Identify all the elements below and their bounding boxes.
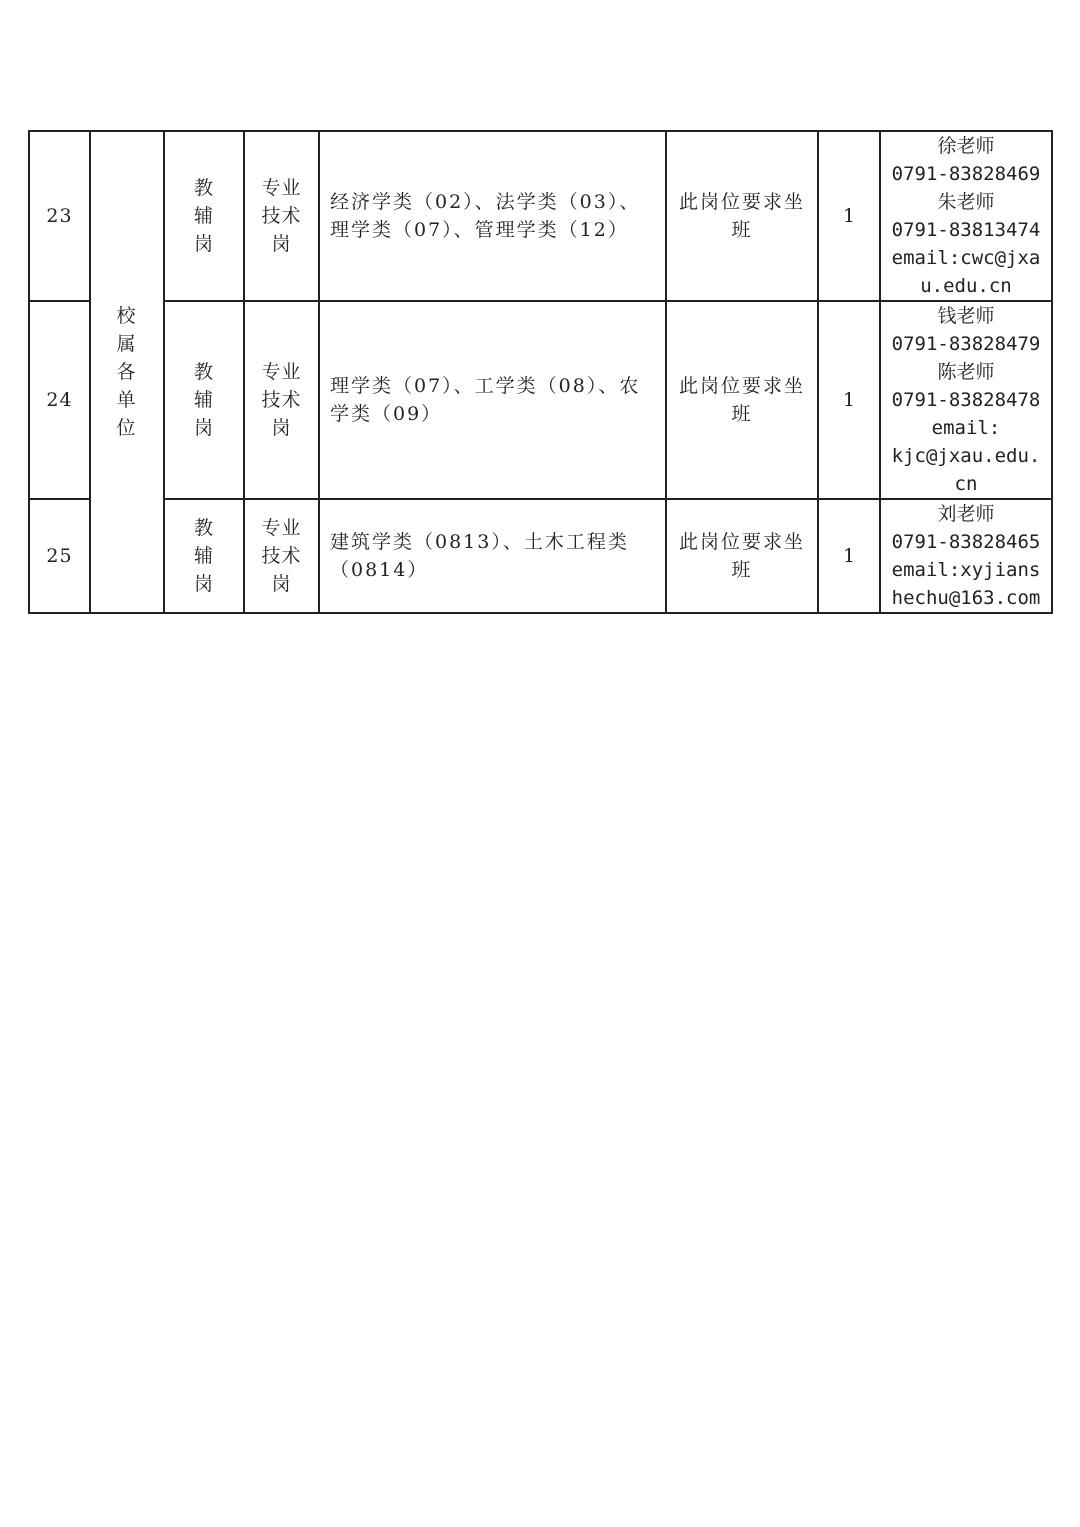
position-type-text: 教辅岗 xyxy=(193,517,214,595)
other-requirement: 此岗位要求坐班 xyxy=(666,499,818,613)
contact-info xyxy=(880,499,1052,613)
positions-table xyxy=(28,130,1053,614)
position-type xyxy=(164,499,244,613)
position-category xyxy=(244,301,319,499)
contact-info xyxy=(880,131,1052,301)
contact-phone: 0791-83828469 xyxy=(891,163,1041,185)
row-number: 24 xyxy=(29,301,90,499)
contact-name: 朱老师 xyxy=(937,191,995,213)
contact-name: 徐老师 xyxy=(937,135,995,157)
position-type-text: 教辅岗 xyxy=(193,361,214,439)
headcount: 1 xyxy=(818,131,880,301)
contact-phone: 0791-83828465 xyxy=(891,531,1041,553)
major-requirement: 经济学类（02）、法学类（03）、理学类（07）、管理学类（12） xyxy=(319,131,666,301)
other-requirement: 此岗位要求坐班 xyxy=(666,131,818,301)
contact-email: kjc@jxau.edu. xyxy=(891,445,1041,467)
headcount: 1 xyxy=(818,301,880,499)
table-row xyxy=(29,131,1052,301)
row-number: 25 xyxy=(29,499,90,613)
employer-unit-text: 校属各单位 xyxy=(116,305,138,439)
contact-email: cn xyxy=(954,473,978,495)
contact-email: email:xyjians xyxy=(891,559,1041,581)
contact-phone: 0791-83813474 xyxy=(891,219,1041,241)
other-requirement: 此岗位要求坐班 xyxy=(666,301,818,499)
table-row xyxy=(29,301,1052,499)
position-category-text: 专业技术岗 xyxy=(261,177,302,255)
headcount: 1 xyxy=(818,499,880,613)
position-type-text: 教辅岗 xyxy=(193,177,214,255)
contact-email: email: xyxy=(931,417,1001,439)
contact-email: email:cwc@jxa xyxy=(891,247,1041,269)
table-row xyxy=(29,499,1052,613)
contact-phone: 0791-83828479 xyxy=(891,333,1041,355)
major-requirement: 理学类（07）、工学类（08）、农学类（09） xyxy=(319,301,666,499)
contact-info xyxy=(880,301,1052,499)
contact-email: u.edu.cn xyxy=(920,275,1012,297)
row-number: 23 xyxy=(29,131,90,301)
position-type xyxy=(164,131,244,301)
major-requirement: 建筑学类（0813）、土木工程类（0814） xyxy=(319,499,666,613)
contact-name: 陈老师 xyxy=(937,361,995,383)
contact-name: 钱老师 xyxy=(937,305,995,327)
position-category-text: 专业技术岗 xyxy=(261,361,302,439)
position-category xyxy=(244,499,319,613)
contact-name: 刘老师 xyxy=(937,503,995,525)
contact-email: hechu@163.com xyxy=(891,587,1041,609)
position-type xyxy=(164,301,244,499)
contact-phone: 0791-83828478 xyxy=(891,389,1041,411)
position-category xyxy=(244,131,319,301)
employer-unit xyxy=(90,131,164,613)
position-category-text: 专业技术岗 xyxy=(261,517,302,595)
